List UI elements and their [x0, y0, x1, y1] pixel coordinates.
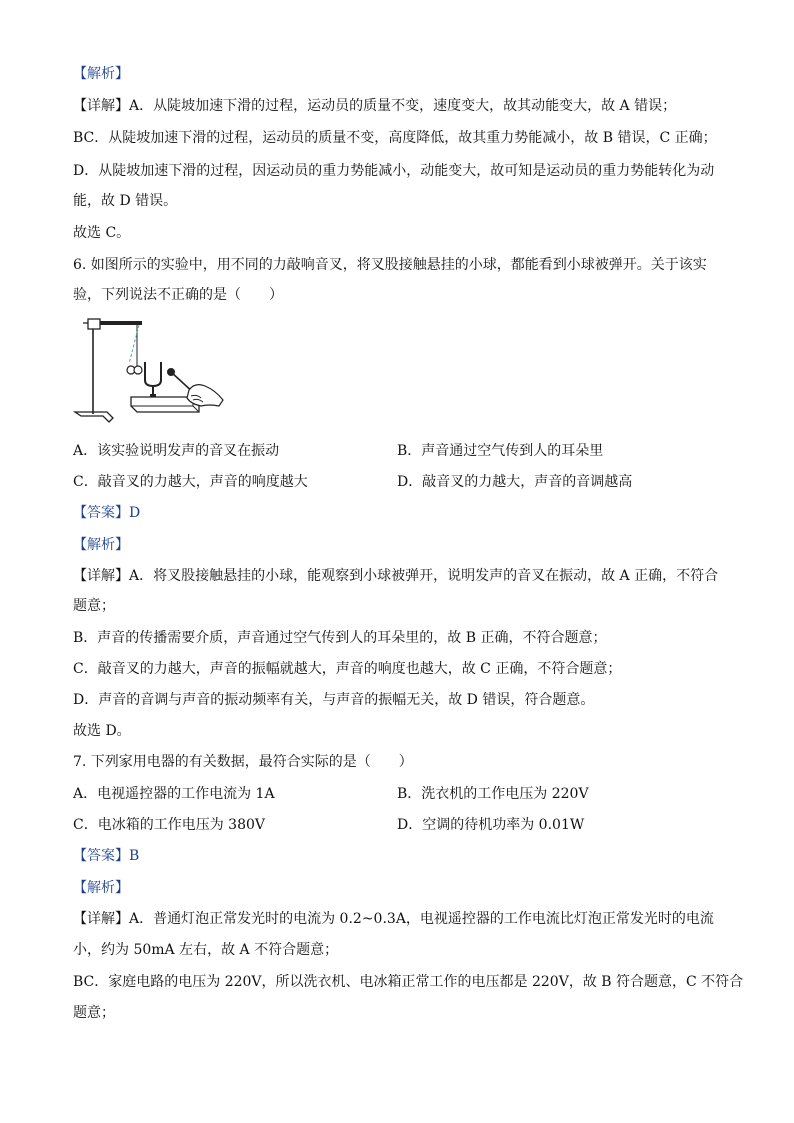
explanation-line: BC．从陡坡加速下滑的过程，运动员的质量不变，高度降低，故其重力势能减小，故 B 错误，C 正确；	[73, 130, 717, 146]
question-7-stem: 7. 下列家用电器的有关数据，最符合实际的是（ ）	[73, 754, 413, 770]
explanation-line: B．声音的传播需要介质，声音通过空气传到人的耳朵里的，故 B 正确，不符合题意；	[73, 630, 607, 646]
explanation-line: C．敲音叉的力越大，声音的振幅就越大，声音的响度也越大，故 C 正确，不符合题意；	[73, 661, 622, 677]
answer-label: 【答案】D	[73, 505, 141, 521]
answer-label: 【答案】B	[73, 848, 140, 864]
section-heading-jiexi: 【解析】	[73, 880, 129, 896]
explanation-line: 【详解】A．普通灯泡正常发光时的电流为 0.2~0.3A，电视遥控器的工作电流比灯泡正常发光时的电流	[73, 911, 714, 927]
explanation-line: 小，约为 50mA 左右，故 A 不符合题意；	[73, 942, 339, 958]
explanation-line: 【详解】A．从陡坡加速下滑的过程，运动员的质量不变，速度变大，故其动能变大，故 A 错误；	[73, 98, 677, 114]
explanation-line: D．从陡坡加速下滑的过程，因运动员的重力势能减小，动能变大，故可知是运动员的重力势能转化为动	[73, 163, 715, 179]
explanation-line: 题意；	[73, 598, 115, 614]
explanation-line: 【详解】A．将叉股接触悬挂的小球，能观察到小球被弹开，说明发声的音叉在振动，故 A 正确，不符合	[73, 568, 719, 584]
explanation-line: BC．家庭电路的电压为 220V，所以洗衣机、电冰箱正常工作的电压都是 220V，故 B 符合题意，C 不符合	[73, 974, 744, 990]
tuning-fork-figure	[73, 312, 233, 432]
option-a: A．电视遥控器的工作电流为 1A	[73, 786, 275, 802]
option-a: A．该实验说明发声的音叉在振动	[73, 443, 280, 459]
option-d: D．空调的待机功率为 0.01W	[397, 817, 585, 833]
explanation-line: 能，故 D 错误。	[73, 193, 178, 209]
option-b: B．声音通过空气传到人的耳朵里	[397, 443, 604, 459]
explanation-line: 题意；	[73, 1005, 115, 1021]
explanation-line: D．声音的音调与声音的振动频率有关，与声音的振幅无关，故 D 错误，符合题意。	[73, 692, 595, 708]
question-6-stem: 6. 如图所示的实验中，用不同的力敲响音叉，将叉股接触悬挂的小球，都能看到小球被弹开。关于该实	[73, 257, 707, 273]
conclusion-line: 故选 C。	[73, 225, 131, 241]
question-6-stem-cont: 验，下列说法不正确的是（ ）	[73, 287, 283, 303]
tuning-fork-illustration	[73, 312, 233, 432]
option-b: B．洗衣机的工作电压为 220V	[397, 786, 589, 802]
conclusion-line: 故选 D。	[73, 723, 131, 739]
section-heading-jiexi: 【解析】	[73, 66, 129, 82]
option-d: D．敲音叉的力越大，声音的音调越高	[397, 474, 633, 490]
section-heading-jiexi: 【解析】	[73, 537, 129, 553]
option-c: C．电冰箱的工作电压为 380V	[73, 817, 265, 833]
option-c: C．敲音叉的力越大，声音的响度越大	[73, 474, 308, 490]
